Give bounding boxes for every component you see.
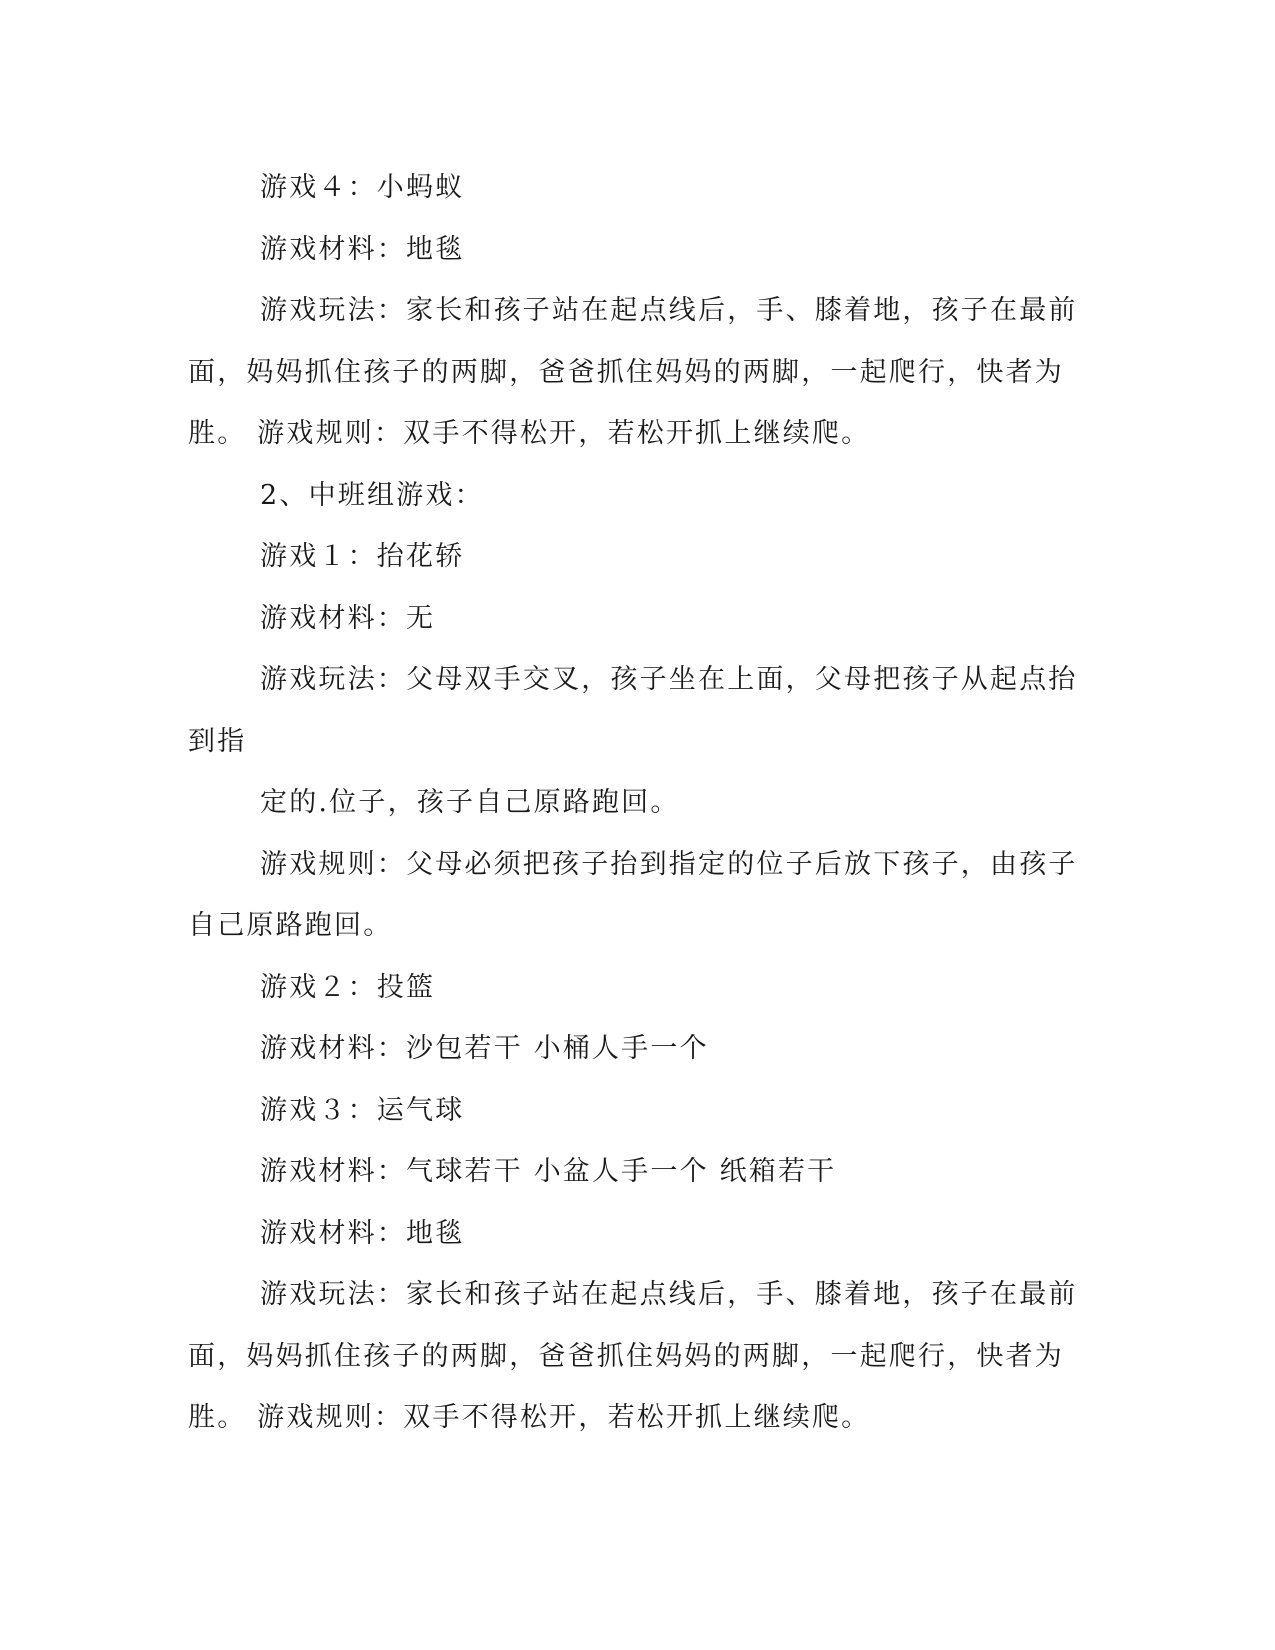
document-body xyxy=(188,157,1088,1449)
game-4-materials: 游戏材料：地毯 xyxy=(260,233,465,265)
game-1-title: 游戏１：抬花轿 xyxy=(260,541,465,572)
game-3-materials: 游戏材料：气球若干 小盆人手一个 纸箱若干 xyxy=(260,1156,837,1187)
game-4-rules-line-2: 面，妈妈抓住孩子的两脚，爸爸抓住妈妈的两脚，一起爬行，快者为 xyxy=(188,356,1064,388)
game-3-play-line-2: 面，妈妈抓住孩子的两脚，爸爸抓住妈妈的两脚，一起爬行，快者为 xyxy=(188,1340,1064,1372)
game-4-title: 游戏４：小蚂蚁 xyxy=(260,172,465,203)
game-3-play-line-1: 游戏玩法：家长和孩子站在起点线后，手、膝着地，孩子在最前 xyxy=(260,1279,1078,1310)
game-1-rules-line-1: 游戏规则：父母必须把孩子抬到指定的位子后放下孩子，由孩子 xyxy=(260,848,1078,880)
game-1-rules-line-2: 自己原路跑回。 xyxy=(188,910,393,941)
game-4-rules-line-1: 游戏玩法：家长和孩子站在起点线后，手、膝着地，孩子在最前 xyxy=(260,295,1078,326)
game-3-play-line-3: 胜。 游戏规则：双手不得松开，若松开抓上继续爬。 xyxy=(188,1402,871,1433)
game-2-title: 游戏２：投篮 xyxy=(260,971,436,1003)
middle-class-heading: 2、中班组游戏： xyxy=(260,479,484,511)
game-3-materials-2: 游戏材料：地毯 xyxy=(260,1217,465,1249)
game-4-rules-line-3: 胜。 游戏规则：双手不得松开，若松开抓上继续爬。 xyxy=(188,418,871,449)
game-1-materials: 游戏材料：无 xyxy=(260,602,436,634)
game-1-play-line-3: 定的.位子，孩子自己原路跑回。 xyxy=(260,787,680,818)
game-1-play-line-2: 到指 xyxy=(188,725,247,757)
game-1-play-line-1: 游戏玩法：父母双手交叉，孩子坐在上面，父母把孩子从起点抬 xyxy=(260,664,1078,695)
game-2-materials: 游戏材料：沙包若干 小桶人手一个 xyxy=(260,1033,709,1064)
game-3-title: 游戏３：运气球 xyxy=(260,1094,465,1126)
